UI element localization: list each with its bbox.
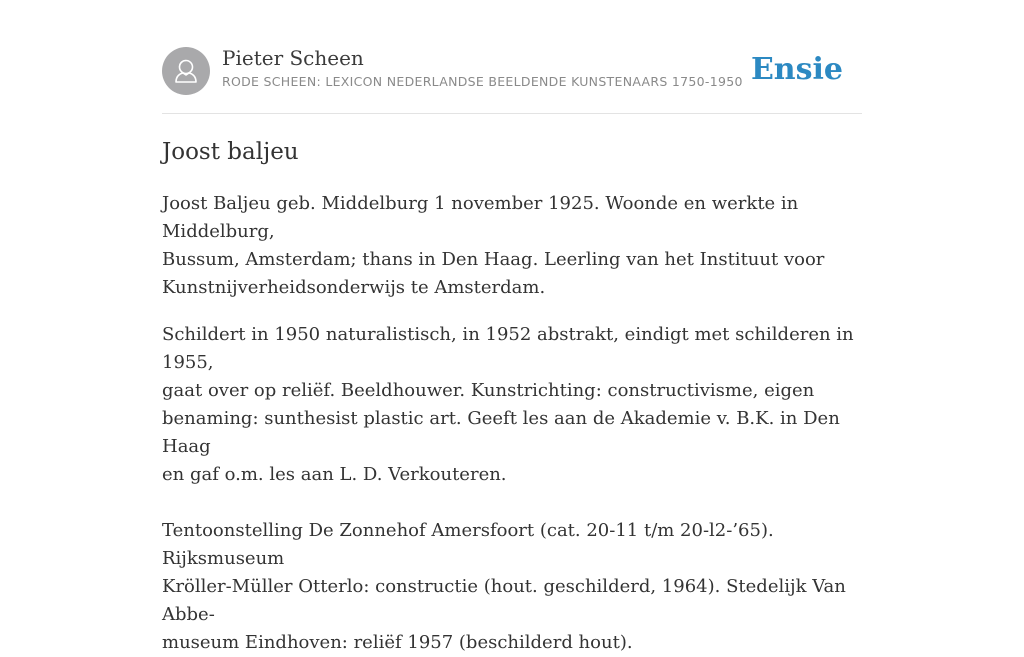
brand-logo[interactable]: Ensie (750, 52, 843, 87)
text-line: Tentoonstelling De Zonnehof Amersfoort (cat. 20-11 t/m 20-l2-’65). Rijksmuseum (162, 520, 774, 569)
source-title[interactable]: RODE SCHEEN: LEXICON NEDERLANDSE BEELDENDE KUNSTENAARS 1750-1950 (222, 74, 743, 89)
text-line: Kröller-Müller Otterlo: constructie (hout. geschilderd, 1964). Stedelijk Van Abbe- (162, 576, 846, 625)
article-title: Joost baljeu (162, 139, 299, 165)
author-header (162, 46, 862, 114)
text-line: benaming: sunthesist plastic art. Geeft les aan de Akademie v. B.K. in Den Haag (162, 408, 840, 457)
text-line: gaat over op reliëf. Beeldhouwer. Kunstrichting: constructivisme, eigen (162, 380, 815, 401)
paragraph (162, 321, 862, 489)
text-line: en gaf o.m. les aan L. D. Verkouteren. (162, 464, 507, 485)
paragraph (162, 190, 862, 302)
text-line: Bussum, Amsterdam; thans in Den Haag. Leerling van het Instituut voor (162, 249, 825, 270)
paragraph (162, 517, 862, 657)
author-name[interactable]: Pieter Scheen (222, 46, 364, 70)
text-line: museum Eindhoven: reliëf 1957 (beschilderd hout). (162, 632, 633, 653)
text-line: Kunstnijverheidsonderwijs te Amsterdam. (162, 277, 546, 298)
text-line: Joost Baljeu geb. Middelburg 1 november 1925. Woonde en werkte in Middelburg, (162, 193, 799, 242)
text-line: Schildert in 1950 naturalistisch, in 1952 abstrakt, eindigt met schilderen in 1955, (162, 324, 854, 373)
article-body (162, 190, 862, 657)
user-icon (162, 47, 210, 95)
author-avatar[interactable] (162, 47, 210, 95)
